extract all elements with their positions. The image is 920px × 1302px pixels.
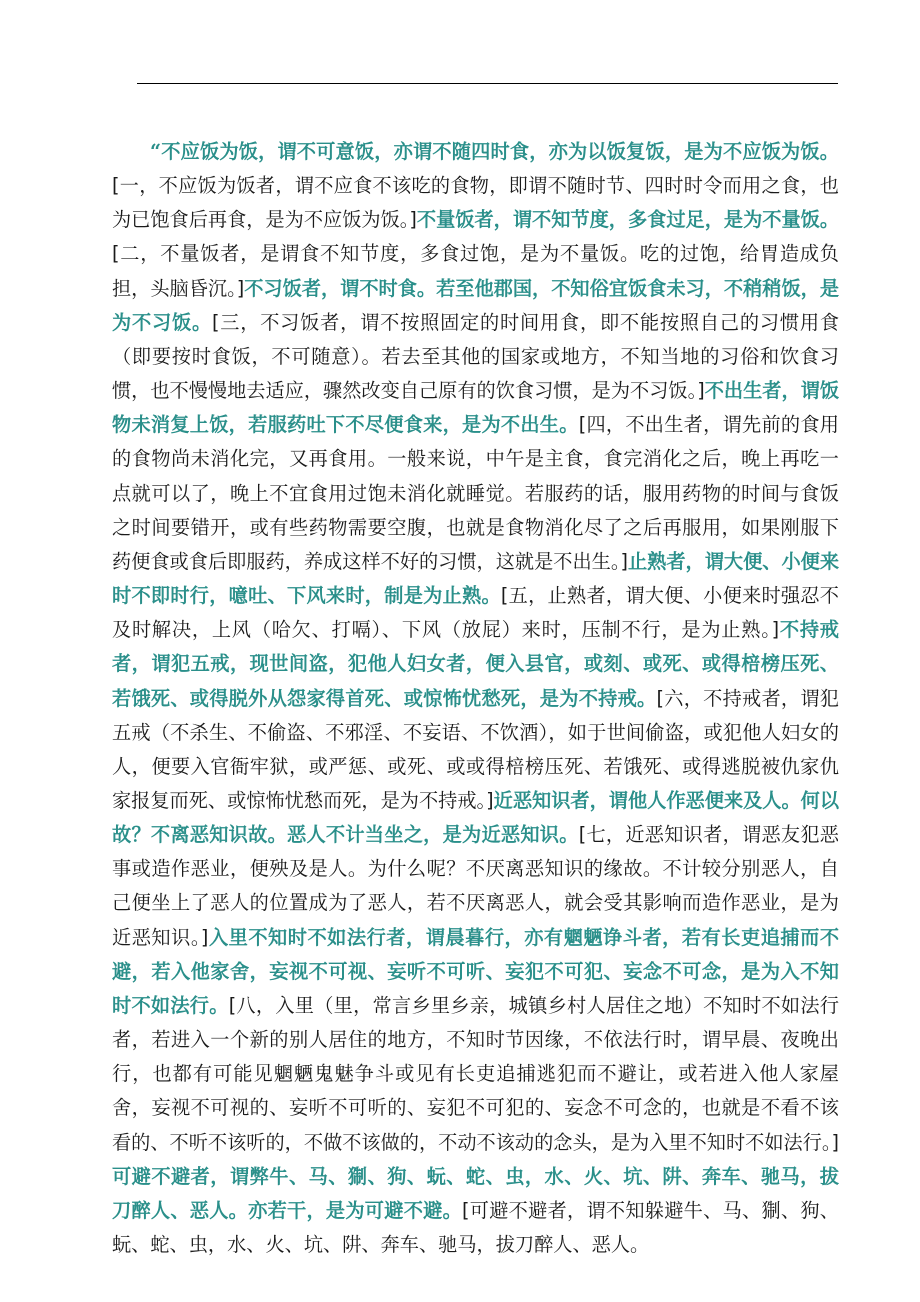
sutra-quote-2: 不量饭者，谓不知节度，多食过足，是为不量饭。	[416, 208, 840, 232]
header-rule	[137, 83, 838, 84]
sutra-quote-9: 可避不避者，谓弊牛、马、猘、狗、蚖、蛇、虫，水、火、坑、阱、奔车、驰马，拔刀醉人、恶人。亦若干，是为可避不避。	[112, 1164, 839, 1222]
commentary-3: [三，不习饭者，谓不按照固定的时间用食，即不能按照自己的习惯用食（即要按时食饭，不可随意）。若去至其他的国家或地方，不知当地的习俗和饮食习惯，也不慢慢地去适应，骤然改变自己原有的饮食习惯，是为不习饭。]	[112, 310, 840, 403]
sutra-quote-6: 不持戒者，谓犯五戒，现世间盗，犯他人妇女者，便入县官，或刻、或死、或得棓榜压死、若饿死、或得脱外从怨家得首死、或惊怖忧愁死，是为不持戒。	[112, 618, 839, 710]
sutra-quote-4: 不出生者，谓饭物未消复上饭，若服药吐下不尽便食来，是为不出生。	[112, 379, 840, 437]
sutra-quote-1: “不应饭为饭，谓不可意饭，亦谓不随四时食，亦为以饭复饭，是为不应饭为饭。	[150, 140, 839, 163]
commentary-4: [四，不出生者，谓先前的食用的食物尚未消化完，又再食用。一般来说，中午是主食，食完消化之后，晚上再吃一点就可以了，晚上不宜食用过饱未消化就睡觉。若服药的话，服用药物的时间与食饭之时间要错开，或有些药物需要空腹，也就是食物消化尽了之后再服用，如果刚服下药便食或食后即服药，养成这样不好的习惯，这就是不出生。]	[112, 413, 839, 573]
body-paragraph	[112, 135, 839, 1262]
commentary-1: [一，不应饭为饭者，谓不应食不该吃的食物，即谓不随时节、四时时令而用之食，也为已饱食后再食，是为不应饭为饭。]	[112, 174, 839, 232]
sutra-quote-3: 不习饭者，谓不时食。若至他郡国，不知俗宜饭食未习，不稍稍饭，是为不习饭。	[112, 276, 840, 334]
commentary-6: [六，不持戒者，谓犯五戒（不杀生、不偷盗、不邪淫、不妄语、不饮酒），如于世间偷盗，或犯他人妇女的人，便要入官衙牢狱，或严惩、或死、或或得棓榜压死、若饿死、或得逃脱被仇家仇家报复而死、或惊怖忧愁而死，是为不持戒。]	[112, 686, 839, 812]
sutra-quote-5: 止熟者，谓大便、小便来时不即时行，噫吐、下风来时，制是为止熟。	[112, 549, 840, 608]
commentary-2: [二，不量饭者，是谓食不知节度，多食过饱，是为不量饭。吃的过饱，给胃造成负担，头脑昏沉。]	[112, 242, 839, 300]
commentary-9: [可避不避者，谓不知躲避牛、马、猘、狗、蚖、蛇、虫，水、火、坑、阱、奔车、驰马，拔刀醉人、恶人。	[112, 1198, 839, 1256]
commentary-5: [五，止熟者，谓大便、小便来时强忍不及时解决，上风（哈欠、打嗝）、下风（放屁）来时，压制不行，是为止熟。]	[112, 584, 839, 642]
commentary-7: [七，近恶知识者，谓恶友犯恶事或造作恶业，便殃及是人。为什么呢？不厌离恶知识的缘故。不计较分别恶人，自己便坐上了恶人的位置成为了恶人，若不厌离恶人，就会受其影响而造作恶业，是为近恶知识。]	[112, 823, 839, 949]
sutra-quote-7: 近恶知识者，谓他人作恶便来及人。何以故？不离恶知识故。恶人不计当坐之，是为近恶知识。	[112, 788, 840, 847]
commentary-8: [八，入里（里，常言乡里乡亲，城镇乡村人居住之地）不知时不如法行者，若进入一个新的别人居住的地方，不知时节因缘，不依法行时，谓早晨、夜晚出行，也都有可能见魍魉鬼魅争斗或见有长吏追捕逃犯而不避让，或若进入他人家屋舍，妄视不可视的、妄听不可听的、妄犯不可犯的、妄念不可念的，也就是不看不该看的、不听不该听的，不做不该做的，不动不该动的念头，是为入里不知时不如法行。]	[112, 993, 840, 1154]
sutra-quote-8: 入里不知时不如法行者，谓晨暮行，亦有魍魉诤斗者，若有长吏追捕而不避，若入他家舍，妄视不可视、妄听不可听、妄犯不可犯、妄念不可念，是为入不知时不如法行。	[112, 925, 840, 1017]
